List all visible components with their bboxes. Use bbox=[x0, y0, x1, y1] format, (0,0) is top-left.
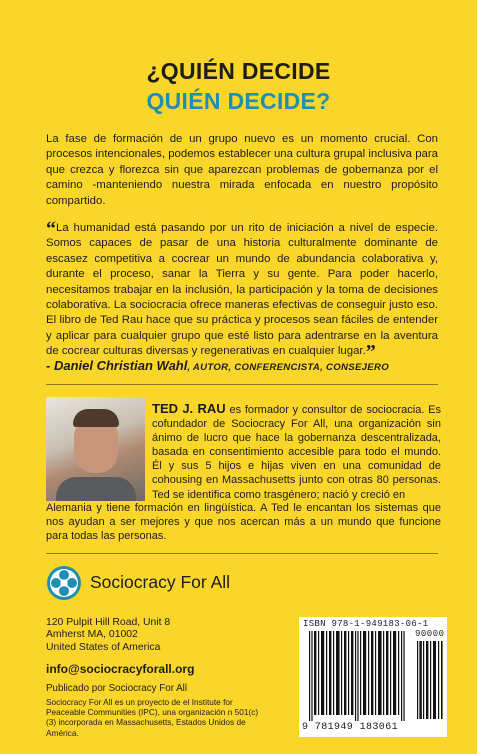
attribution-dash: - bbox=[46, 358, 54, 373]
address-line: United States of America bbox=[46, 641, 161, 653]
attribution-role: , AUTOR, CONFERENCISTA, CONSEJERO bbox=[187, 362, 389, 373]
open-quote-mark: “ bbox=[46, 218, 56, 240]
testimonial-quote bbox=[46, 218, 438, 364]
quote-text: La humanidad está pasando por un rito de iniciación a nivel de especie. Somos capaces de pasar de una historia culturalmente dominante de escasez competitiva a cocrear un mundo de abundancia colaborativa y, durante el proceso, sanar la Tierra y su gente. Para poder hacerlo, necesitamos trabajar en la inclusión, la participación y la toma de decisiones colaborativa. La sociocracia ofrece maneras efectivas de conseguir justo eso. El libro de Ted Rau hace que su práctica y procesos sean fáciles de entender y aplicar para cualquier grupo que esté listo para adentrarse en la aventura de cocrear culturas diversas y regenerativas en cualquier lugar. bbox=[46, 222, 438, 358]
sociocracy-logo-icon bbox=[46, 565, 82, 601]
book-title-line1: ¿QUIÉN DECIDE bbox=[146, 58, 331, 84]
publisher-fine-print: Sociocracy For All es un proyecto de el Institute for Peaceable Communities (IPC), una organización n 501(c)(3) incorporada en Massachusetts, Estados Unidos de América. bbox=[46, 697, 259, 738]
divider-top bbox=[46, 384, 438, 385]
barcode-digits: 9 781949 183061 bbox=[302, 722, 399, 733]
address-line: Amherst MA, 01002 bbox=[46, 629, 138, 641]
published-by: Publicado por Sociocracy For All bbox=[46, 683, 188, 694]
author-photo bbox=[46, 397, 145, 501]
ean-barcode-bars bbox=[309, 631, 409, 721]
close-quote-mark: ” bbox=[365, 341, 376, 364]
address-line: 120 Pulpit Hill Road, Unit 8 bbox=[46, 617, 171, 628]
barcode-addon: 90000 bbox=[415, 629, 445, 639]
publisher-logo-text: Sociocracy For All bbox=[90, 572, 231, 592]
divider-bottom bbox=[46, 553, 438, 554]
author-bio-first bbox=[152, 402, 441, 502]
isbn-number: ISBN 978-1-949183-06-1 bbox=[303, 619, 429, 629]
quote-attribution bbox=[46, 358, 456, 373]
author-bio-text: es formador y consultor de sociocracia. Es cofundador de Sociocracy For All, una organización sin ánimo de lucro que hace la gobernanza descentralizada, basada en consentimiento accesible para todo el mundo. Él y sus 5 hijos e hijas viven en una comunidad de cohousing en Massachusetts junto con otras 80 personas. Ted se identifica como trasgénero; nació y creció en bbox=[152, 404, 442, 501]
publisher-email-link[interactable]: info@sociocracyforall.org bbox=[46, 662, 195, 676]
isbn-barcode bbox=[299, 617, 447, 737]
intro-paragraph: La fase de formación de un grupo nuevo es un momento crucial. Con procesos intencionales, podemos establecer una cultura grupal inclusiva para que crezca y florezca sin que aparezcan problemas de gobernanza por el camino -manteniendo nuestra mirada enfocada en nuestro propósito compartido. bbox=[46, 133, 438, 207]
addon-barcode-bars bbox=[417, 641, 443, 719]
book-title-line2: QUIÉN DECIDE? bbox=[146, 88, 331, 114]
author-bio-rest: Alemania y tiene formación en lingüística. A Ted le encantan los sistemas que nos ayudan a ser mejores y que nos acercan más a un mundo que funcione para todas las personas. bbox=[46, 502, 441, 543]
publisher-address bbox=[46, 617, 170, 654]
author-name: TED J. RAU bbox=[152, 401, 226, 416]
attribution-author: Daniel Christian Wahl bbox=[53, 358, 188, 373]
